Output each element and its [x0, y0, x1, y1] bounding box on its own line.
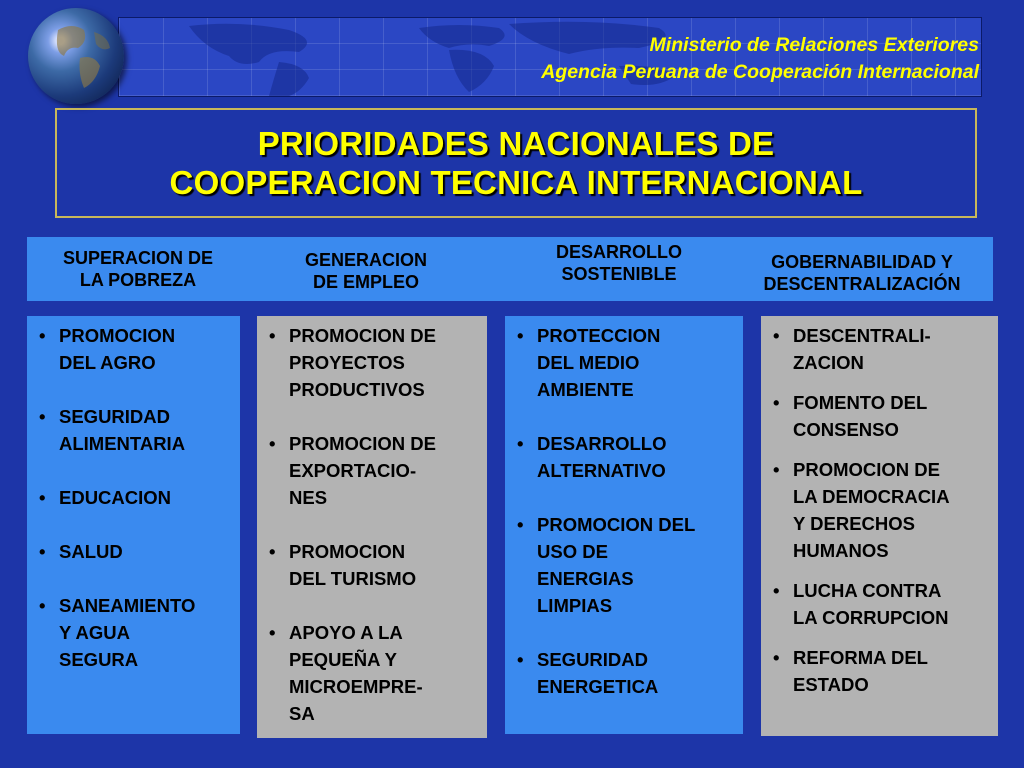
category-poverty — [27, 237, 249, 301]
item-line: PRODUCTIVOS — [289, 379, 425, 400]
item-line: SALUD — [59, 541, 123, 562]
list-item — [257, 619, 487, 727]
bullet: • — [39, 487, 46, 508]
list-item — [27, 538, 240, 565]
category-employment — [261, 239, 471, 303]
item-line: AMBIENTE — [537, 379, 634, 400]
item-line: DEL AGRO — [59, 352, 156, 373]
item-line: ALIMENTARIA — [59, 433, 186, 454]
slide-title — [55, 108, 977, 218]
list-item — [257, 322, 487, 403]
agency-name: Agencia Peruana de Cooperación Internacional — [541, 61, 979, 83]
item-line: ESTADO — [793, 674, 869, 695]
category-sustainable-line-1: DESARROLLO — [556, 242, 682, 262]
item-line: SA — [289, 703, 315, 724]
column-governance — [761, 316, 998, 736]
item-line: EXPORTACIO- — [289, 460, 417, 481]
sustainable-list — [505, 316, 743, 700]
item-line: NES — [289, 487, 328, 508]
item-line: LA CORRUPCION — [793, 607, 949, 628]
item-line: SEGURA — [59, 649, 139, 670]
list-item — [27, 592, 240, 673]
item-line: PROMOCION — [59, 325, 176, 346]
category-employment-line-1: GENERACION — [304, 250, 427, 270]
item-line: DEL TURISMO — [289, 568, 417, 589]
item-line: PROMOCION DE — [793, 459, 940, 480]
item-line: PEQUEÑA Y — [289, 649, 397, 670]
bullet: • — [39, 325, 46, 346]
item-line: SANEAMIENTO — [59, 595, 196, 616]
category-employment-line-2: DE EMPLEO — [312, 272, 419, 292]
poverty-list — [27, 316, 240, 673]
item-line: MICROEMPRE- — [289, 676, 423, 697]
item-line: LIMPIAS — [537, 595, 613, 616]
header-banner — [118, 17, 982, 97]
item-line: APOYO A LA — [289, 622, 403, 643]
item-line: PROTECCION — [537, 325, 661, 346]
bullet: • — [517, 325, 524, 346]
item-line: LA DEMOCRACIA — [793, 486, 950, 507]
bullet: • — [773, 459, 780, 480]
item-line: USO DE — [537, 541, 608, 562]
list-item — [257, 538, 487, 592]
bullet: • — [517, 649, 524, 670]
item-line: Y DERECHOS — [793, 513, 915, 534]
list-item — [505, 430, 743, 484]
category-poverty-line-1: SUPERACION DE — [62, 248, 214, 268]
item-line: CONSENSO — [793, 419, 899, 440]
item-line: PROMOCION — [289, 541, 406, 562]
column-poverty — [27, 316, 240, 734]
item-line: DESARROLLO — [537, 433, 667, 454]
list-item — [761, 322, 998, 376]
list-item — [505, 646, 743, 700]
bullet: • — [269, 433, 276, 454]
bullet: • — [269, 541, 276, 562]
bullet: • — [517, 433, 524, 454]
title-line-2: COOPERACION TECNICA INTERNACIONAL — [169, 164, 863, 201]
list-item — [27, 322, 240, 376]
category-sustainable-line-2: SOSTENIBLE — [561, 264, 677, 284]
list-item — [257, 430, 487, 511]
list-item — [761, 577, 998, 631]
item-line: PROMOCION DE — [289, 433, 436, 454]
item-line: Y AGUA — [59, 622, 130, 643]
list-item — [761, 644, 998, 698]
category-governance — [733, 241, 991, 305]
item-line: ENERGETICA — [537, 676, 659, 697]
list-item — [27, 484, 240, 511]
list-item — [27, 403, 240, 457]
bullet: • — [773, 325, 780, 346]
governance-list — [761, 316, 998, 698]
bullet: • — [39, 406, 46, 427]
item-line: PROYECTOS — [289, 352, 405, 373]
item-line: PROMOCION DEL — [537, 514, 696, 535]
item-line: DESCENTRALI- — [793, 325, 931, 346]
employment-list — [257, 316, 487, 727]
item-line: HUMANOS — [793, 540, 889, 561]
item-line: DEL MEDIO — [537, 352, 640, 373]
globe-continents-graphic — [28, 8, 124, 104]
bullet: • — [773, 580, 780, 601]
item-line: PROMOCION DE — [289, 325, 436, 346]
list-item — [505, 511, 743, 619]
item-line: FOMENTO DEL — [793, 392, 928, 413]
category-sustainable — [509, 231, 729, 295]
ministry-name: Ministerio de Relaciones Exteriores — [649, 34, 979, 56]
column-employment — [257, 316, 487, 738]
category-governance-line-2: DESCENTRALIZACIÓN — [763, 274, 961, 294]
item-line: SEGURIDAD — [59, 406, 171, 427]
bullet: • — [773, 647, 780, 668]
list-item — [761, 389, 998, 443]
globe-logo — [28, 8, 124, 104]
item-line: ALTERNATIVO — [537, 460, 666, 481]
bullet: • — [517, 514, 524, 535]
header-text — [541, 32, 979, 86]
category-governance-line-1: GOBERNABILIDAD Y — [771, 252, 953, 272]
category-poverty-line-2: LA POBREZA — [79, 270, 197, 290]
item-line: REFORMA DEL — [793, 647, 928, 668]
item-line: ZACION — [793, 352, 864, 373]
bullet: • — [773, 392, 780, 413]
item-line: EDUCACION — [59, 487, 172, 508]
category-header-bar — [27, 237, 993, 301]
column-sustainable — [505, 316, 743, 734]
item-line: SEGURIDAD — [537, 649, 649, 670]
bullet: • — [269, 622, 276, 643]
bullet: • — [39, 541, 46, 562]
list-item — [761, 456, 998, 564]
bullet: • — [269, 325, 276, 346]
item-line: ENERGIAS — [537, 568, 634, 589]
list-item — [505, 322, 743, 403]
title-line-1: PRIORIDADES NACIONALES DE — [257, 125, 775, 162]
item-line: LUCHA CONTRA — [793, 580, 942, 601]
bullet: • — [39, 595, 46, 616]
